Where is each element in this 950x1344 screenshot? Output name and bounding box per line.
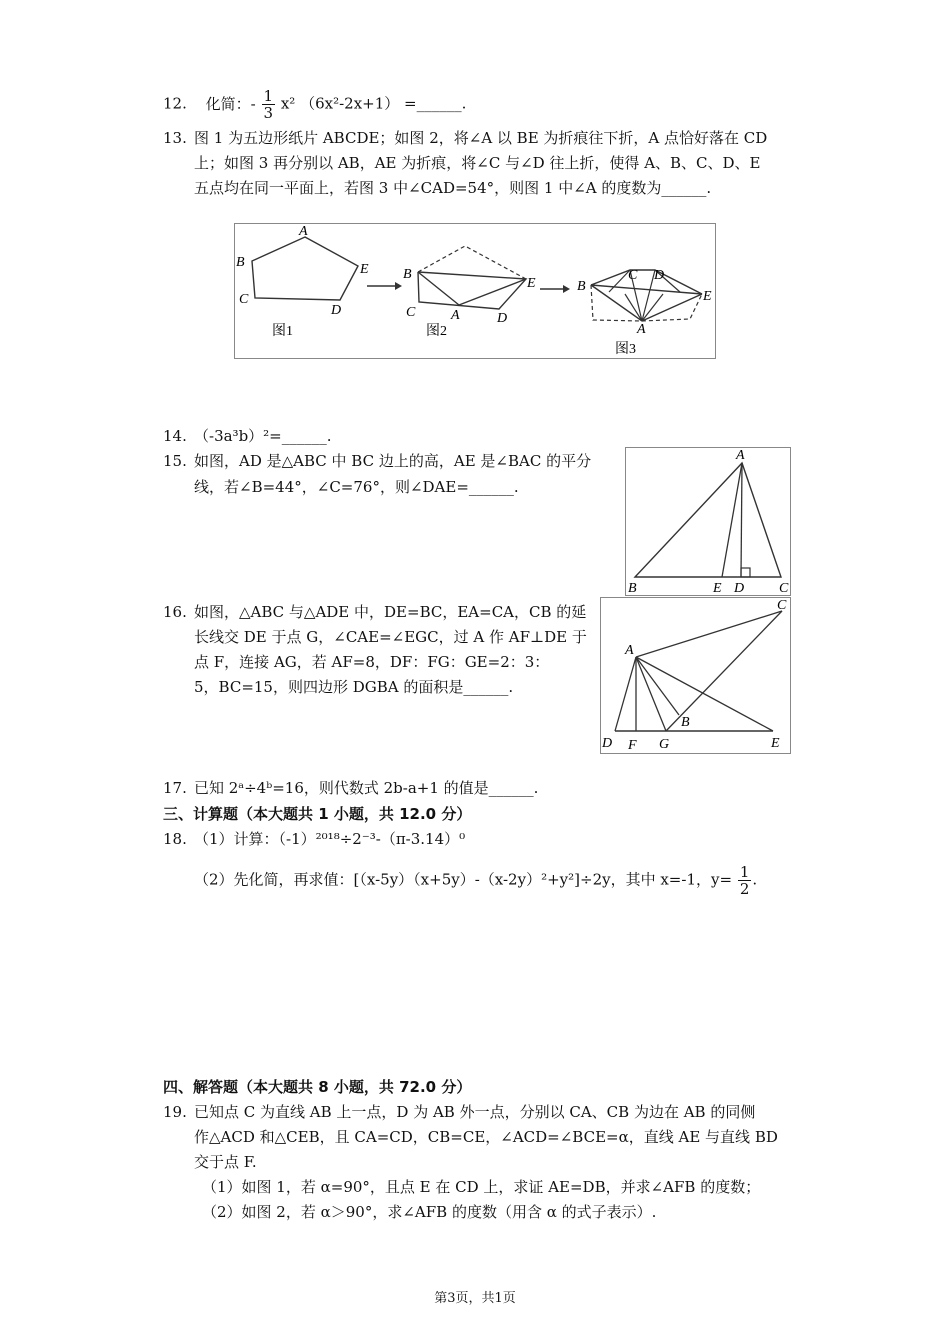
q15-label-e: E bbox=[713, 581, 722, 595]
fig1-label-d: D bbox=[331, 303, 342, 318]
fig1-label-a: A bbox=[299, 224, 308, 239]
fig2-fold-dashed bbox=[418, 246, 526, 279]
fig1-pentagon bbox=[252, 237, 358, 300]
q12-frac-num: 1 bbox=[263, 87, 274, 105]
q17-text: 已知 2ᵃ÷4ᵇ=16，则代数式 2b-a+1 的值是______. bbox=[194, 779, 539, 797]
q16-label-c: C bbox=[777, 598, 787, 613]
q16-label-a: A bbox=[625, 643, 634, 658]
fig2-line-ba bbox=[418, 272, 459, 305]
section-4-heading: 四、解答题（本大题共 8 小题，共 72.0 分） bbox=[163, 1078, 472, 1096]
q16-label-g: G bbox=[659, 737, 670, 752]
q13-line-2: 上；如图 3 再分别以 AB，AE 为折痕，将∠C 与∠D 往上折，使得 A、B、C、D、E bbox=[194, 154, 761, 172]
q19-part-1: （1）如图 1，若 α=90°，且点 E 在 CD 上，求证 AE=DB，并求∠AFB 的度数； bbox=[202, 1178, 761, 1196]
q18-part-2-text: （2）先化简，再求值：[（x-5y）（x+5y）-（x-2y）²+y²]÷2y，其中 x=-1，y= bbox=[194, 870, 733, 889]
q15-label-a: A bbox=[736, 448, 745, 463]
q12-text-post: x² （6x²-2x+1） =______. bbox=[280, 94, 467, 113]
q18-part-1: （1）计算：（-1）²⁰¹⁸÷2⁻³-（π-3.14）⁰ bbox=[194, 830, 466, 848]
q18-part-2-end: . bbox=[752, 870, 758, 889]
fig2-outline bbox=[418, 272, 526, 309]
fig1-label-c: C bbox=[239, 292, 249, 307]
q12-number: 12. bbox=[163, 94, 187, 113]
q15-label-c: C bbox=[779, 581, 789, 595]
fig3-label-a: A bbox=[637, 322, 646, 337]
q15-line-ad bbox=[741, 463, 742, 577]
q16-figure bbox=[600, 597, 791, 754]
q13-line-1: 图 1 为五边形纸片 ABCDE；如图 2，将∠A 以 BE 为折痕往下折，A 点恰好落在 CD bbox=[194, 129, 768, 147]
q16-line-ag bbox=[636, 657, 666, 731]
q13-line-3: 五点均在同一平面上，若图 3 中∠CAD=54°，则图 1 中∠A 的度数为______. bbox=[194, 179, 712, 197]
fig2-label-a: A bbox=[451, 308, 460, 323]
arrow-2-head bbox=[563, 285, 570, 293]
fig2-caption: 图2 bbox=[426, 324, 447, 339]
fig3-be bbox=[591, 285, 702, 294]
q16-label-d: D bbox=[602, 736, 613, 751]
q18-fraction bbox=[738, 864, 752, 897]
fig2-label-c: C bbox=[406, 305, 416, 320]
fig1-label-e: E bbox=[360, 262, 369, 277]
q19-line-1: 已知点 C 为直线 AB 上一点，D 为 AB 外一点，分别以 CA、CB 为边在 AB 的同侧 bbox=[194, 1103, 756, 1121]
q16-line-2: 长线交 DE 于点 G，∠CAE=∠EGC，过 A 作 AF⊥DE 于 bbox=[194, 628, 587, 646]
fig1-caption: 图1 bbox=[272, 324, 293, 339]
fig3-label-e: E bbox=[703, 289, 712, 304]
q16-line-ad bbox=[615, 657, 636, 731]
fig3-ae bbox=[642, 294, 702, 321]
fig2-label-b: B bbox=[403, 267, 412, 282]
q16-line-1: 如图，△ABC 与△ADE 中，DE=BC，EA=CA，CB 的延 bbox=[194, 603, 587, 621]
q16-number: 16. bbox=[163, 603, 187, 621]
q16-line-4: 5，BC=15，则四边形 DGBA 的面积是______. bbox=[194, 678, 514, 696]
q16-line-3: 点 F，连接 AG，若 AF=8，DF：FG：GE=2：3： bbox=[194, 653, 550, 671]
fig3-top bbox=[591, 270, 702, 294]
fig2-line-ae bbox=[459, 279, 526, 305]
arrow-1-head bbox=[395, 282, 402, 290]
q15-line-2: 线，若∠B=44°，∠C=76°，则∠DAE=______. bbox=[194, 478, 519, 496]
q14-text: （-3a³b）²=______. bbox=[194, 427, 332, 445]
q18-frac-num: 1 bbox=[739, 863, 750, 881]
q19-number: 19. bbox=[163, 1103, 187, 1121]
fig1-label-b: B bbox=[236, 255, 245, 270]
q14-number: 14. bbox=[163, 427, 187, 445]
fig3-inner-1 bbox=[625, 294, 642, 321]
fig3-caption: 图3 bbox=[615, 342, 636, 357]
q15-figure bbox=[625, 447, 791, 596]
q16-label-e: E bbox=[771, 736, 780, 751]
q12 bbox=[163, 88, 466, 121]
q15-line-1: 如图，AD 是△ABC 中 BC 边上的高，AE 是∠BAC 的平分 bbox=[194, 452, 592, 470]
q18-number: 18. bbox=[163, 830, 187, 848]
q18-part-2 bbox=[194, 864, 757, 897]
q19-part-2: （2）如图 2，若 α＞90°，求∠AFB 的度数（用含 α 的式子表示）. bbox=[202, 1203, 657, 1221]
fig2-label-d: D bbox=[497, 311, 508, 326]
q16-label-b: B bbox=[681, 715, 690, 730]
q13-number: 13. bbox=[163, 129, 187, 147]
q15-triangle-abc bbox=[635, 463, 781, 577]
page-footer: 第3页，共1页 bbox=[434, 1291, 516, 1306]
q15-label-d: D bbox=[734, 581, 745, 595]
fig3-label-b: B bbox=[577, 279, 586, 294]
q12-fraction bbox=[262, 88, 276, 121]
fig3-label-d: D bbox=[654, 268, 665, 283]
section-3-heading: 三、计算题（本大题共 1 小题，共 12.0 分） bbox=[163, 805, 472, 823]
q16-line-ae bbox=[636, 657, 773, 731]
q15-label-b: B bbox=[628, 581, 637, 595]
q16-label-f: F bbox=[628, 738, 637, 753]
q16-line-ab bbox=[636, 657, 679, 715]
q19-line-3: 交于点 F. bbox=[194, 1153, 257, 1171]
q15-right-angle-mark bbox=[741, 568, 750, 577]
fig2-label-e: E bbox=[527, 276, 536, 291]
q18-frac-den: 2 bbox=[739, 880, 750, 898]
q12-frac-den: 3 bbox=[263, 104, 274, 122]
fig3-label-c: C bbox=[628, 268, 638, 283]
q13-figure bbox=[234, 223, 716, 359]
q12-text-pre: 化简：- bbox=[205, 94, 256, 113]
q15-number: 15. bbox=[163, 452, 187, 470]
q17-number: 17. bbox=[163, 779, 187, 797]
q19-line-2: 作△ACD 和△CEB，且 CA=CD，CB=CE，∠ACD=∠BCE=α，直线 AE 与直线 BD bbox=[194, 1128, 778, 1146]
